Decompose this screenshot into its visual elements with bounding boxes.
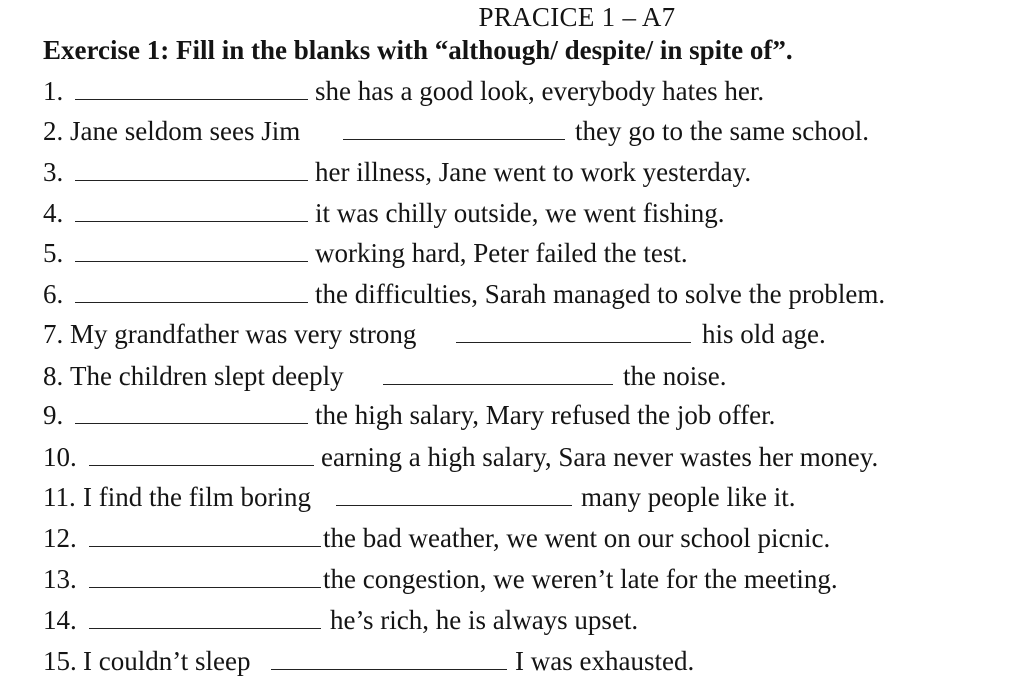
question-number: 14. xyxy=(43,605,77,635)
question-number: 9. xyxy=(43,400,64,430)
question-number: 1. xyxy=(43,76,64,106)
page-title: PRACICE 1 – A7 xyxy=(478,2,676,32)
question-text-after: his old age. xyxy=(702,319,826,349)
question-number: 3. xyxy=(43,157,64,187)
answer-blank[interactable] xyxy=(336,505,572,506)
answer-blank[interactable] xyxy=(75,180,308,181)
question-number: 4. xyxy=(43,198,64,228)
question-text-after: the difficulties, Sarah managed to solve the problem. xyxy=(315,279,886,309)
question-text-after: the bad weather, we went on our school picnic. xyxy=(323,523,831,553)
answer-blank[interactable] xyxy=(75,221,308,222)
question-number: 8. xyxy=(43,361,64,391)
question-text-after: he’s rich, he is always upset. xyxy=(330,605,639,635)
question-text-after: they go to the same school. xyxy=(575,116,869,146)
answer-blank[interactable] xyxy=(89,546,321,547)
answer-blank[interactable] xyxy=(89,465,314,466)
question-text-before: I couldn’t sleep xyxy=(83,646,251,676)
question-text-after: she has a good look, everybody hates her. xyxy=(315,76,765,106)
question-number: 6. xyxy=(43,279,64,309)
question-text-before: My grandfather was very strong xyxy=(70,319,417,349)
question-text-after: I was exhausted. xyxy=(515,646,695,676)
question-text-before: The children slept deeply xyxy=(70,361,344,391)
answer-blank[interactable] xyxy=(89,628,321,629)
answer-blank[interactable] xyxy=(75,99,308,100)
answer-blank[interactable] xyxy=(75,423,308,424)
question-number: 15. xyxy=(43,646,77,676)
question-number: 2. xyxy=(43,116,64,146)
question-number: 7. xyxy=(43,319,64,349)
question-text-after: working hard, Peter failed the test. xyxy=(315,238,688,268)
answer-blank[interactable] xyxy=(271,669,507,670)
question-text-before: I find the film boring xyxy=(83,482,311,512)
question-number: 12. xyxy=(43,523,77,553)
question-text-before: Jane seldom sees Jim xyxy=(70,116,301,146)
question-number: 11. xyxy=(43,482,76,512)
question-number: 5. xyxy=(43,238,64,268)
question-text-after: it was chilly outside, we went fishing. xyxy=(315,198,725,228)
question-text-after: the noise. xyxy=(623,361,727,391)
answer-blank[interactable] xyxy=(89,587,321,588)
question-text-after: the congestion, we weren’t late for the meeting. xyxy=(323,564,838,594)
answer-blank[interactable] xyxy=(75,302,308,303)
question-text-after: the high salary, Mary refused the job offer. xyxy=(315,400,776,430)
question-text-after: many people like it. xyxy=(581,482,796,512)
answer-blank[interactable] xyxy=(383,384,613,385)
question-number: 13. xyxy=(43,564,77,594)
question-text-after: her illness, Jane went to work yesterday. xyxy=(315,157,752,187)
answer-blank[interactable] xyxy=(75,261,308,262)
answer-blank[interactable] xyxy=(456,342,691,343)
question-number: 10. xyxy=(43,442,77,472)
question-text-after: earning a high salary, Sara never wastes her money. xyxy=(321,442,879,472)
exercise-instruction: Exercise 1: Fill in the blanks with “although/ despite/ in spite of”. xyxy=(43,35,793,65)
answer-blank[interactable] xyxy=(343,139,565,140)
